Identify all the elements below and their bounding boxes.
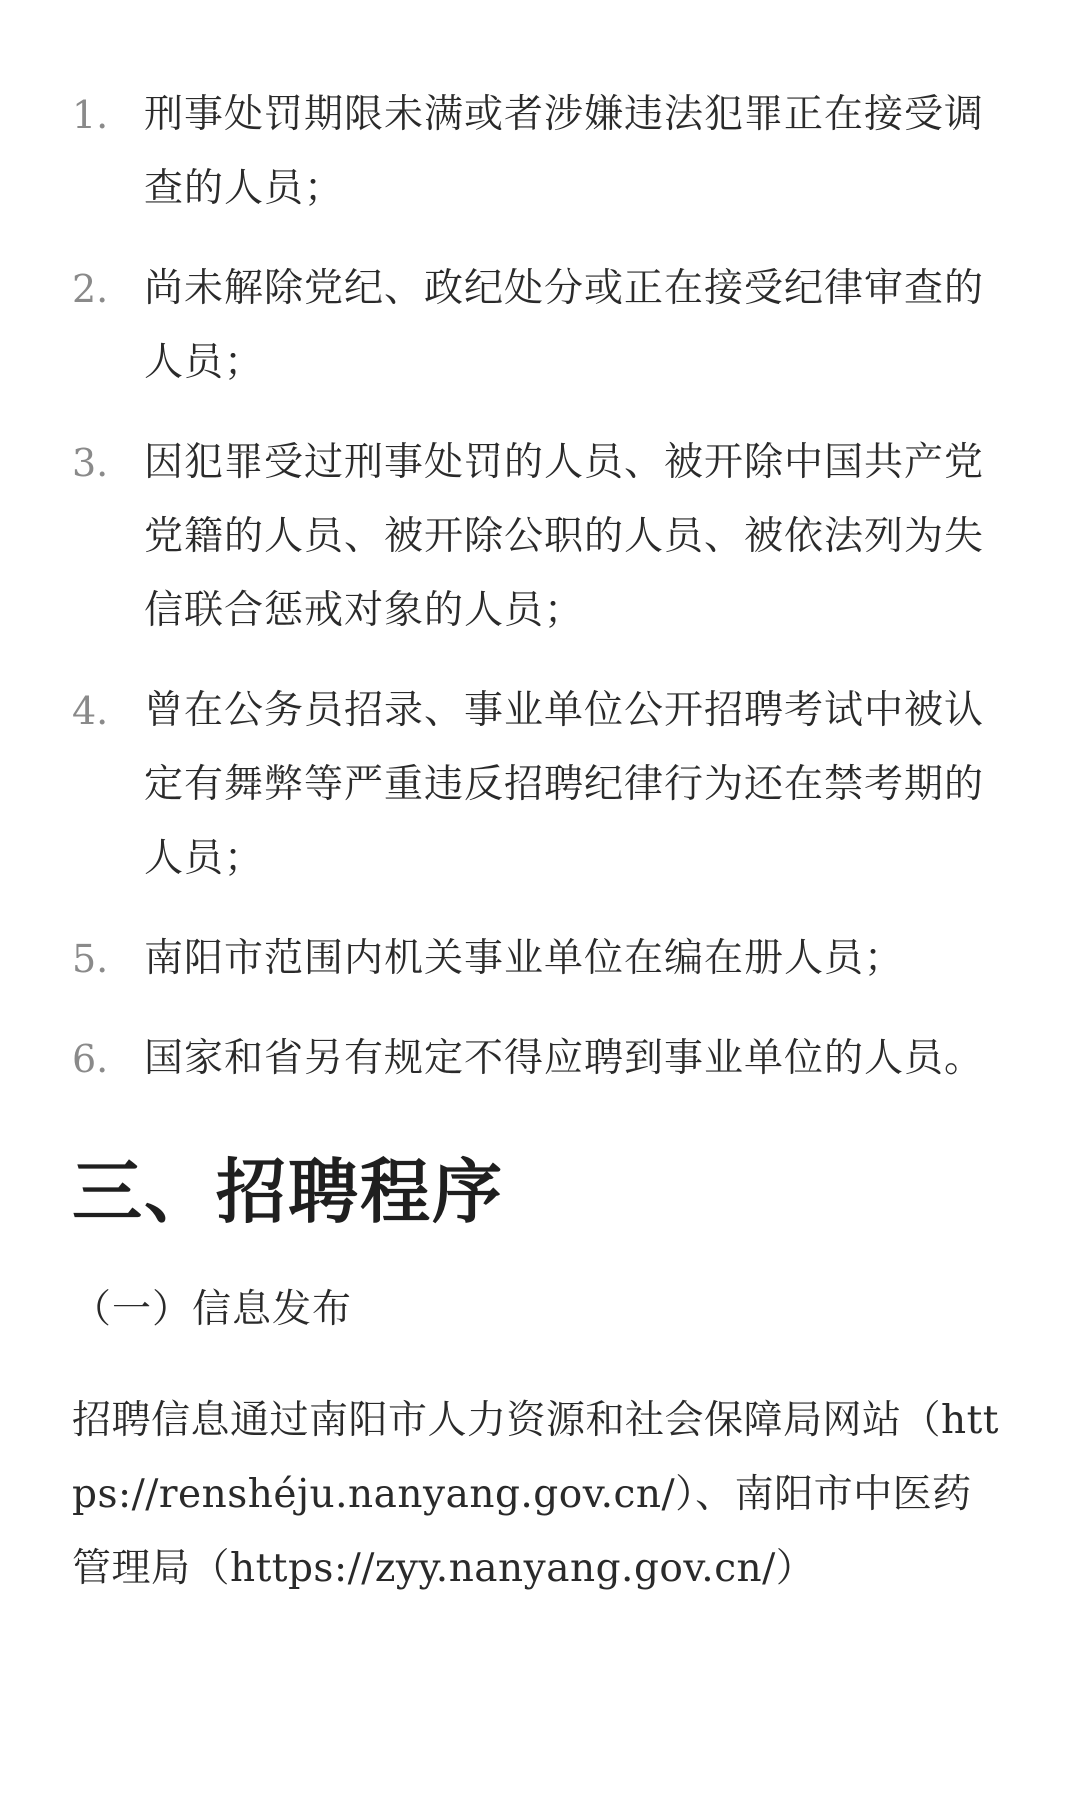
list-item-number: 1. xyxy=(72,93,109,137)
list-item xyxy=(72,252,1010,400)
list-item-number: 6. xyxy=(72,1037,109,1081)
list-item-text: 刑事处罚期限未满或者涉嫌违法犯罪正在接受调查的人员； xyxy=(144,92,985,211)
requirements-list xyxy=(72,78,1010,1096)
list-item xyxy=(72,922,1010,996)
list-item-number: 5. xyxy=(72,937,109,981)
list-item-number: 2. xyxy=(72,267,109,311)
list-item-text: 因犯罪受过刑事处罚的人员、被开除中国共产党党籍的人员、被开除公职的人员、被依法列为失信联合惩戒对象的人员； xyxy=(144,440,985,633)
list-item-text: 南阳市范围内机关事业单位在编在册人员； xyxy=(144,936,905,981)
list-item-text: 尚未解除党纪、政纪处分或正在接受纪律审查的人员； xyxy=(144,266,985,385)
list-item xyxy=(72,426,1010,648)
section-subheading: （一）信息发布 xyxy=(72,1287,353,1332)
list-item xyxy=(72,78,1010,226)
list-item-text: 曾在公务员招录、事业单位公开招聘考试中被认定有舞弊等严重违反招聘纪律行为还在禁考期的人员； xyxy=(144,688,985,881)
list-item-number: 4. xyxy=(72,689,109,733)
list-item xyxy=(72,1022,1010,1096)
list-item-number: 3. xyxy=(72,441,109,485)
section-heading: 三、招聘程序 xyxy=(72,1150,504,1233)
list-item-text: 国家和省另有规定不得应聘到事业单位的人员。 xyxy=(144,1036,985,1081)
list-item xyxy=(72,674,1010,896)
section-paragraph: 招聘信息通过南阳市人力资源和社会保障局网站（https://renshéju.nanyang.gov.cn/）、南阳市中医药管理局（https://zyy.nanyang.gov.cn/） xyxy=(72,1398,999,1591)
